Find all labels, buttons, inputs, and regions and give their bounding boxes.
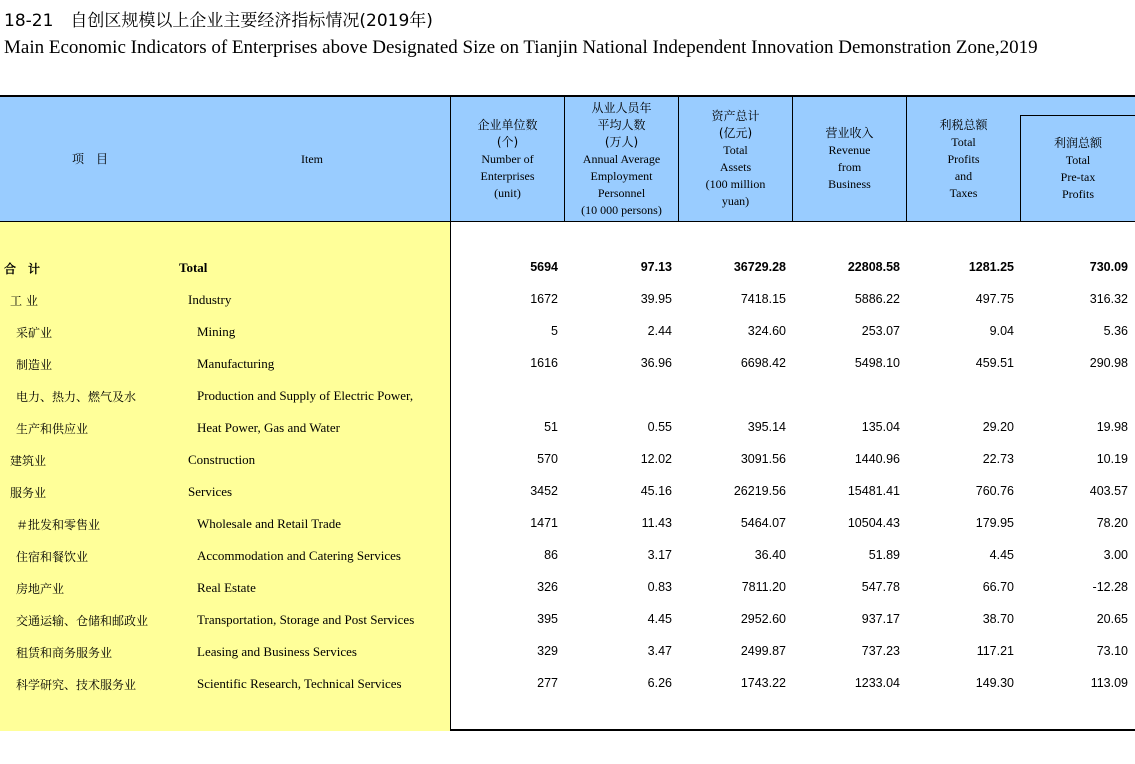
row-value: 3.47 [647, 644, 672, 658]
row-value: 51 [544, 420, 558, 434]
row-value: 3.17 [647, 548, 672, 562]
row-value: 459.51 [975, 356, 1014, 370]
table-row [0, 668, 1135, 700]
table-row [0, 508, 1135, 540]
row-label-cn: 采矿业 [16, 326, 53, 340]
header-employment: 从业人员年 平均人数 (万人) Annual Average Employment Personnel (10 000 persons) [581, 100, 662, 217]
row-label-cn: 电力、热力、燃气及水 [16, 390, 137, 404]
row-value: -12.28 [1092, 580, 1128, 594]
row-value: 2499.87 [740, 644, 786, 658]
table-row [0, 284, 1135, 316]
row-label-en: Production and Supply of Electric Power, [197, 388, 414, 403]
row-value: 497.75 [975, 292, 1014, 306]
row-value: 86 [544, 548, 558, 562]
row-value: 316.32 [1089, 292, 1128, 306]
row-value: 4.45 [989, 548, 1014, 562]
row-value: 10504.43 [847, 516, 900, 530]
row-value: 1672 [530, 292, 558, 306]
row-value: 2952.60 [740, 612, 786, 626]
row-value: 1233.04 [854, 676, 900, 690]
row-value: 760.76 [975, 484, 1014, 498]
row-value: 547.78 [861, 580, 900, 594]
row-label-cn: 工 业 [10, 294, 38, 308]
row-value: 73.10 [1096, 644, 1128, 658]
row-value: 149.30 [975, 676, 1014, 690]
row-value: 2.44 [647, 324, 672, 338]
row-label-en: Scientific Research, Technical Services [197, 676, 402, 691]
header-pretax-profits: 利润总额 Total Pre-tax Profits [1053, 135, 1102, 201]
row-label-cn: ＃批发和零售业 [16, 518, 101, 532]
row-value: 78.20 [1096, 516, 1128, 530]
row-label-en: Total [179, 260, 208, 275]
table-row [0, 636, 1135, 668]
header-profits-taxes: 利税总额 Total Profits and Taxes [939, 118, 988, 200]
row-value: 3091.56 [740, 452, 786, 466]
row-label-en: Services [188, 484, 233, 499]
row-label-en: Leasing and Business Services [197, 644, 357, 659]
table-row [0, 604, 1135, 636]
row-value: 0.83 [647, 580, 672, 594]
row-value: 22.73 [982, 452, 1014, 466]
row-value: 36.40 [754, 548, 786, 562]
row-label-cn: 住宿和餐饮业 [16, 550, 89, 564]
table-row [0, 348, 1135, 380]
page-title-cn: 18-21 自创区规模以上企业主要经济指标情况(2019年) [4, 11, 433, 31]
row-value: 737.23 [861, 644, 900, 658]
row-label-en: Heat Power, Gas and Water [197, 420, 340, 435]
table-row [0, 316, 1135, 348]
row-value: 329 [537, 644, 558, 658]
row-value: 97.13 [640, 260, 672, 274]
row-value: 10.19 [1096, 452, 1128, 466]
row-label-cn: 生产和供应业 [16, 422, 89, 436]
page-title-en: Main Economic Indicators of Enterprises above Designated Size on Tianjin National Independent Innovation Demonstration Zone,2019 [4, 37, 1038, 58]
header-item-cn: 项 目 [71, 151, 108, 166]
row-value: 5694 [530, 260, 558, 274]
row-value: 36.96 [640, 356, 672, 370]
row-value: 403.57 [1089, 484, 1128, 498]
row-label-en: Accommodation and Catering Services [197, 548, 401, 563]
row-value: 7418.15 [740, 292, 786, 306]
row-label-cn: 合 计 [4, 262, 41, 276]
header-assets: 资产总计 (亿元) Total Assets (100 million yuan) [705, 109, 766, 208]
row-value: 29.20 [982, 420, 1014, 434]
row-value: 0.55 [647, 420, 672, 434]
row-value: 51.89 [868, 548, 900, 562]
row-value: 570 [537, 452, 558, 466]
row-label-cn: 制造业 [16, 358, 53, 372]
table-row [0, 572, 1135, 604]
row-label-cn: 房地产业 [16, 582, 65, 596]
row-value: 9.04 [989, 324, 1014, 338]
table-row [0, 444, 1135, 476]
row-label-cn: 建筑业 [10, 454, 47, 468]
row-value: 5498.10 [854, 356, 900, 370]
indicators-table [0, 95, 1135, 731]
row-value: 290.98 [1089, 356, 1128, 370]
row-value: 26219.56 [733, 484, 786, 498]
row-value: 277 [537, 676, 558, 690]
row-value: 19.98 [1096, 420, 1128, 434]
row-value: 179.95 [975, 516, 1014, 530]
table-row [0, 252, 1135, 284]
row-label-cn: 服务业 [10, 486, 47, 500]
row-label-en: Real Estate [197, 580, 256, 595]
header-revenue: 营业收入 Revenue from Business [825, 126, 874, 191]
row-value: 117.21 [976, 644, 1014, 658]
header-enterprises: 企业单位数 (个) Number of Enterprises (unit) [477, 117, 538, 200]
row-value: 1616 [530, 356, 558, 370]
row-value: 7811.20 [741, 580, 786, 594]
row-value: 3.00 [1103, 548, 1128, 562]
row-label-en: Mining [197, 324, 236, 339]
row-value: 66.70 [982, 580, 1014, 594]
table-row [0, 476, 1135, 508]
row-value: 36729.28 [733, 260, 786, 274]
row-label-en: Manufacturing [197, 356, 275, 371]
row-value: 6.26 [647, 676, 672, 690]
row-label-en: Transportation, Storage and Post Services [197, 612, 415, 627]
row-value: 395.14 [747, 420, 786, 434]
header-item-en: Item [301, 151, 323, 166]
row-value: 12.02 [640, 452, 672, 466]
row-value: 937.17 [861, 612, 900, 626]
row-value: 5.36 [1103, 324, 1128, 338]
row-value: 1471 [530, 516, 558, 530]
row-value: 39.95 [640, 292, 672, 306]
table-row [0, 412, 1135, 444]
row-label-en: Wholesale and Retail Trade [197, 516, 342, 531]
row-value: 6698.42 [740, 356, 786, 370]
row-label-en: Construction [188, 452, 256, 467]
row-value: 1281.25 [968, 260, 1014, 274]
row-label-en: Industry [188, 292, 232, 307]
table-row [0, 380, 1135, 412]
row-value: 15481.41 [847, 484, 900, 498]
row-value: 45.16 [640, 484, 672, 498]
row-value: 5 [551, 324, 558, 338]
row-value: 326 [537, 580, 558, 594]
row-value: 324.60 [747, 324, 786, 338]
row-value: 4.45 [647, 612, 672, 626]
row-value: 1440.96 [854, 452, 900, 466]
row-value: 1743.22 [740, 676, 786, 690]
row-label-cn: 交通运输、仓储和邮政业 [16, 614, 149, 628]
row-value: 5886.22 [854, 292, 900, 306]
row-label-cn: 租赁和商务服务业 [16, 646, 113, 660]
row-value: 135.04 [861, 420, 900, 434]
row-value: 22808.58 [847, 260, 900, 274]
row-value: 730.09 [1089, 260, 1128, 274]
row-value: 113.09 [1090, 676, 1128, 690]
table-body [0, 252, 1135, 700]
row-label-cn: 科学研究、技术服务业 [16, 678, 137, 692]
table-row [0, 540, 1135, 572]
row-value: 5464.07 [740, 516, 786, 530]
row-value: 253.07 [861, 324, 900, 338]
row-value: 11.43 [641, 516, 672, 530]
row-value: 38.70 [982, 612, 1014, 626]
row-value: 3452 [530, 484, 558, 498]
row-value: 20.65 [1096, 612, 1128, 626]
row-value: 395 [537, 612, 558, 626]
